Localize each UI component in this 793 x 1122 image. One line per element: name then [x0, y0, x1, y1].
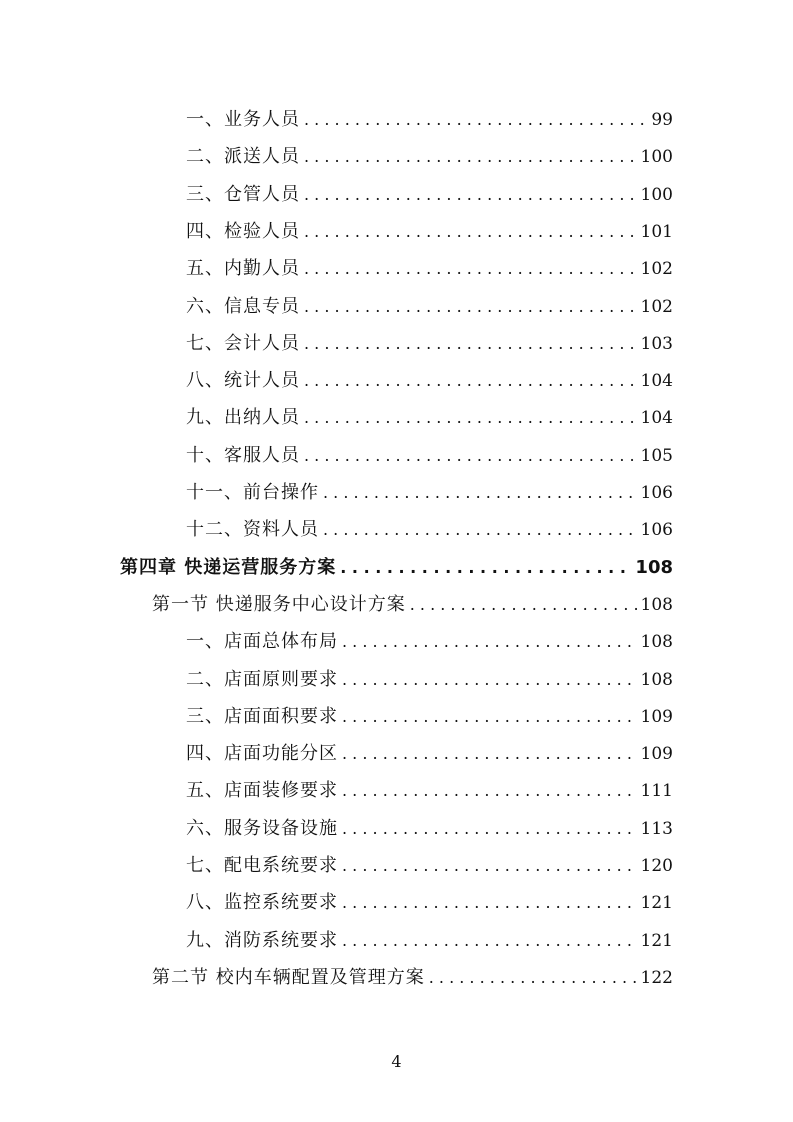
toc-entry — [186, 178, 673, 212]
toc-entry — [186, 663, 673, 697]
toc-leader-dots — [304, 140, 637, 174]
toc-entry-page: 101 — [640, 221, 673, 242]
toc-leader-dots — [429, 961, 637, 995]
toc-entry-title: 一、店面总体布局 — [186, 631, 338, 653]
toc-leader-dots — [304, 103, 647, 137]
toc-entry — [186, 103, 673, 137]
toc-leader-dots — [304, 178, 637, 212]
toc-leader-dots — [323, 513, 637, 547]
toc-entry — [186, 924, 673, 958]
toc-entry-title: 八、监控系统要求 — [186, 892, 338, 914]
toc-entry-page: 108 — [640, 669, 673, 690]
toc-entry-page: 113 — [640, 818, 673, 839]
toc-leader-dots — [304, 364, 637, 398]
toc-entry — [186, 513, 673, 547]
toc-entry-title: 第四章 快递运营服务方案 — [120, 556, 337, 578]
toc-leader-dots — [342, 663, 637, 697]
toc-leader-dots — [342, 812, 637, 846]
toc-entry — [186, 290, 673, 324]
toc-entry-title: 三、店面面积要求 — [186, 705, 338, 727]
toc-entry-page: 104 — [640, 371, 673, 392]
toc-leader-dots — [323, 476, 637, 510]
toc-leader-dots — [304, 252, 637, 286]
toc-entry — [152, 961, 673, 995]
toc-entry-title: 二、店面原则要求 — [186, 668, 338, 690]
toc-entry — [186, 327, 673, 361]
toc-entry — [186, 812, 673, 846]
toc-entry-page: 111 — [640, 781, 673, 802]
toc-leader-dots — [304, 439, 637, 473]
toc-entry-page: 121 — [640, 930, 673, 951]
toc-entry-page: 106 — [640, 483, 673, 503]
toc-entry-title: 第二节 校内车辆配置及管理方案 — [152, 966, 425, 988]
toc-entry-page: 100 — [640, 147, 673, 168]
toc-leader-dots — [304, 215, 637, 249]
page-number: 4 — [391, 1052, 402, 1071]
toc-entry — [186, 252, 673, 286]
toc-entry-page: 102 — [640, 259, 673, 280]
toc-leader-dots — [304, 327, 637, 361]
toc-leader-dots — [304, 401, 637, 435]
toc-entry-page: 104 — [640, 408, 673, 429]
toc-entry-title: 六、信息专员 — [186, 295, 300, 317]
toc-entry-title: 九、出纳人员 — [186, 407, 300, 429]
toc-entry-title: 五、店面装修要求 — [186, 780, 338, 802]
toc-leader-dots — [342, 625, 637, 659]
toc-entry — [120, 551, 673, 585]
toc-entry-page: 108 — [640, 632, 673, 653]
toc-entry — [186, 737, 673, 771]
toc-entry-page: 122 — [640, 967, 673, 988]
toc-entry-title: 五、内勤人员 — [186, 258, 300, 280]
toc-leader-dots — [342, 737, 637, 771]
toc-entry — [186, 700, 673, 734]
toc-leader-dots — [342, 700, 637, 734]
toc-entry-title: 四、检验人员 — [186, 220, 300, 242]
toc-entry — [152, 588, 673, 622]
toc-entry-title: 十一、前台操作 — [186, 482, 319, 503]
toc-entry-title: 二、派送人员 — [186, 146, 300, 168]
toc-entry — [186, 625, 673, 659]
toc-entry-page: 102 — [640, 296, 673, 317]
toc-entry — [186, 364, 673, 398]
toc-entry-page: 105 — [640, 445, 673, 466]
toc-leader-dots — [342, 924, 637, 958]
toc-entry-title: 十二、资料人员 — [186, 519, 319, 541]
toc-entry-page: 109 — [640, 744, 673, 765]
toc-entry — [186, 439, 673, 473]
toc-entry-page: 108 — [640, 594, 673, 615]
toc-entry-page: 103 — [640, 333, 673, 354]
toc-entry-page: 100 — [640, 184, 673, 205]
toc-entry-page: 99 — [651, 110, 673, 130]
toc-entry-title: 七、会计人员 — [186, 332, 300, 354]
toc-leader-dots — [342, 849, 637, 883]
toc-leader-dots — [342, 886, 637, 920]
toc-leader-dots — [410, 588, 637, 622]
toc-entry-title: 第一节 快递服务中心设计方案 — [152, 593, 406, 615]
toc-entry-title: 四、店面功能分区 — [186, 743, 338, 765]
toc-entry-page: 121 — [640, 893, 673, 914]
toc-entry — [186, 849, 673, 883]
toc-entry — [186, 476, 673, 510]
toc-entry — [186, 774, 673, 808]
toc-entry-title: 九、消防系统要求 — [186, 929, 338, 951]
toc-leader-dots — [304, 290, 637, 324]
toc-entry — [186, 140, 673, 174]
toc-entry — [186, 886, 673, 920]
toc-entry-title: 十、客服人员 — [186, 444, 300, 466]
toc-entry-title: 三、仓管人员 — [186, 183, 300, 205]
toc-entry — [186, 401, 673, 435]
toc-entry-page: 120 — [640, 856, 673, 876]
toc-leader-dots — [342, 774, 637, 808]
toc-entry-title: 七、配电系统要求 — [186, 855, 338, 876]
toc-entry-page: 109 — [640, 706, 673, 727]
toc-entry — [186, 215, 673, 249]
toc-entry-title: 六、服务设备设施 — [186, 817, 338, 839]
toc-leader-dots — [340, 551, 631, 585]
toc-entry-title: 八、统计人员 — [186, 370, 300, 392]
toc-entry-title: 一、业务人员 — [186, 109, 300, 130]
toc-entry-page: 106 — [640, 520, 673, 541]
toc-entry-page: 108 — [635, 556, 673, 578]
